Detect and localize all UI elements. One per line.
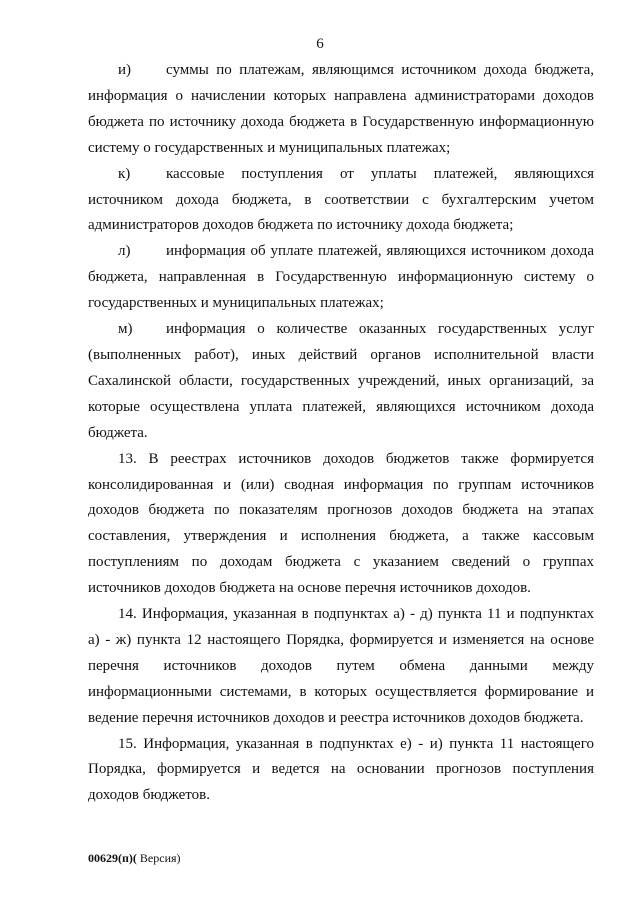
- paragraph-13: 13. В реестрах источников доходов бюджетов также формируется консолидированная и (или) сводная информация по группам источников доходов бюджета по показателям прогнозов доходов бюджета на этапах составления, утверждения и исполнения бюджета, а также кассовым поступлениям по доходам бюджета с указанием сведений о группах источников доходов бюджета на основе перечня источников доходов.: [88, 450, 594, 597]
- subitem-text: информация об уплате платежей, являющихся источником дохода бюджета, направленная в Государственную информационную систему о государственных и муниципальных платежах;: [88, 243, 594, 312]
- subitem-text: кассовые поступления от уплаты платежей, являющихся источником дохода бюджета, в соответствии с бухгалтерским учетом администраторов доходов бюджета по источнику дохода бюджета;: [88, 165, 594, 234]
- subitem-m: [88, 317, 594, 447]
- page-number: 6: [316, 36, 324, 52]
- footer-code: 00629(п)(: [88, 851, 137, 865]
- subitem-marker: к): [118, 165, 131, 182]
- document-footer: [88, 851, 181, 866]
- subitem-i: [88, 58, 594, 162]
- footer-version: Версия): [139, 851, 181, 865]
- paragraph-15: 15. Информация, указанная в подпунктах е) - и) пункта 11 настоящего Порядка, формируется и ведется на основании прогнозов поступления доходов бюджетов.: [88, 735, 594, 804]
- document-body: [88, 58, 594, 809]
- subitem-text: суммы по платежам, являющимся источником дохода бюджета, информация о начислении которых направлена администраторами доходов бюджета по источнику дохода бюджета в Государственную информационную систему о государственных и муниципальных платежах;: [88, 62, 594, 156]
- subitem-text: информация о количестве оказанных государственных услуг (выполненных работ), иных действий органов исполнительной власти Сахалинской области, государственных учреждений, иных организаций, за которые осуществлена уплата платежей, являющихся источником дохода бюджета.: [88, 321, 594, 441]
- subitem-marker: л): [118, 243, 131, 260]
- subitem-marker: м): [118, 321, 133, 338]
- paragraph-14: 14. Информация, указанная в подпунктах а) - д) пункта 11 и подпунктах а) - ж) пункта 12 настоящего Порядка, формируется и изменяется на основе перечня источников доходов путем обмена данными между информационными системами, в которых осуществляется формирование и ведение перечня источников доходов и реестра источников доходов бюджета.: [88, 606, 594, 726]
- subitem-k: [88, 162, 594, 240]
- subitem-l: [88, 239, 594, 317]
- subitem-marker: и): [118, 62, 132, 78]
